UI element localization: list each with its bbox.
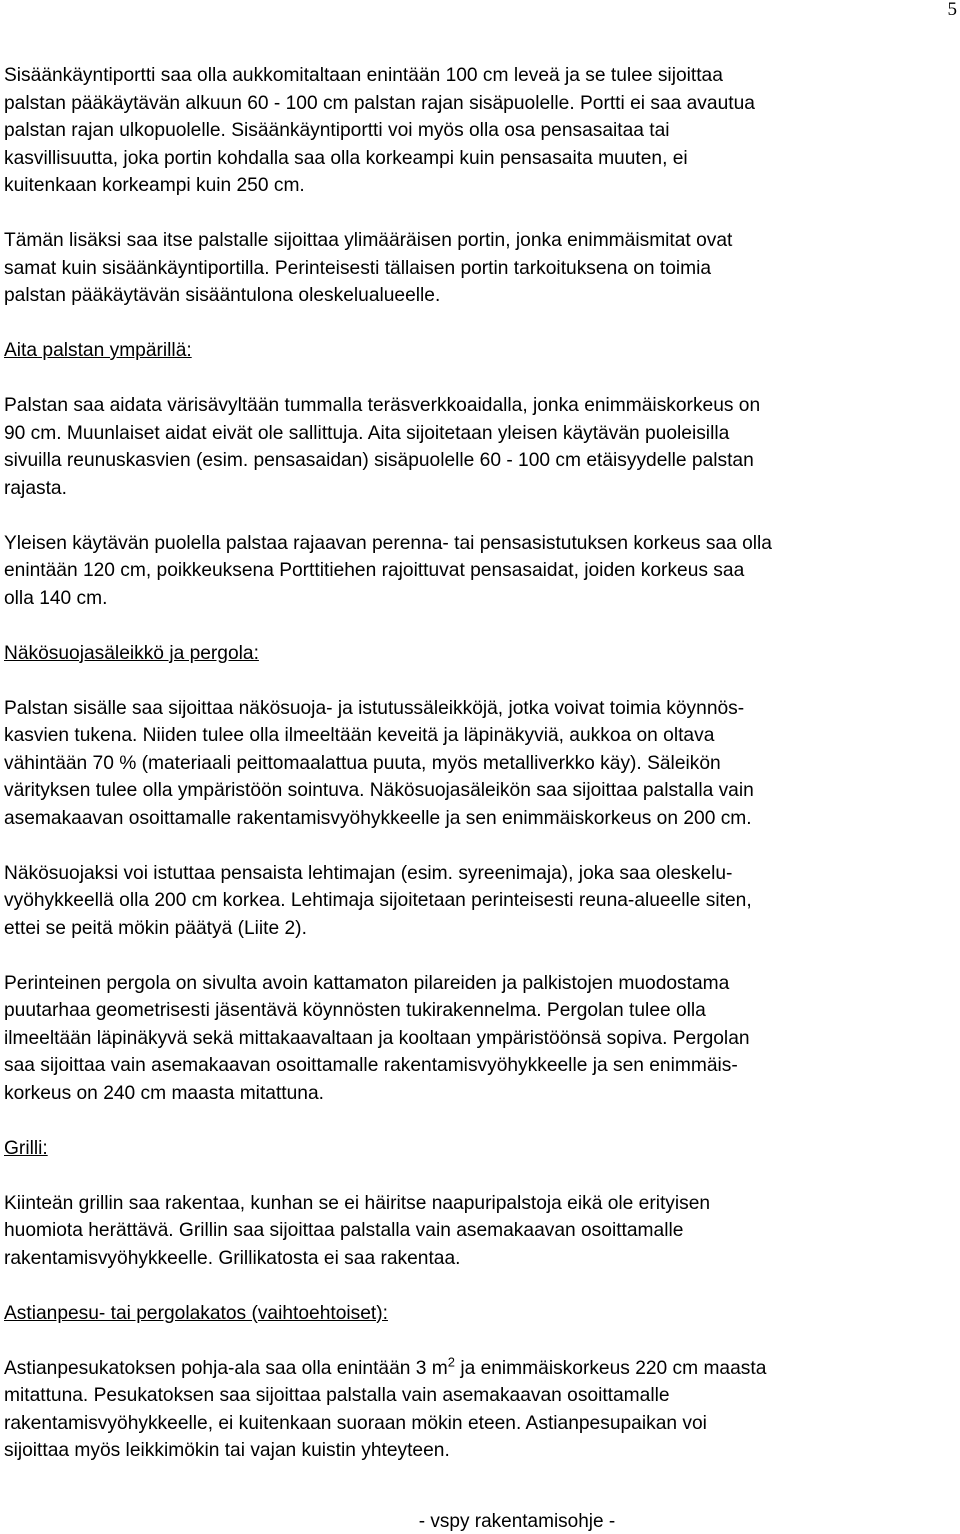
text-line: korkeus on 240 cm maasta mitattuna. [4,1082,324,1104]
text-line: asemakaavan osoittamalle rakentamisvyöhykkeelle ja sen enimmäiskorkeus on 200 cm. [4,807,752,829]
text-line: kuitenkaan korkeampi kuin 250 cm. [4,175,305,196]
text-line: Yleisen käytävän puolella palstaa rajaavan perenna- tai pensasistutuksen korkeus saa olla [4,532,772,554]
text-line: samat kuin sisäänkäyntiportilla. Perinteisesti tällaisen portin tarkoituksena on toimia [4,257,712,279]
text-line: huomiota herättävä. Grillin saa sijoittaa palstalla vain asemakaavan osoittamalle [4,1220,684,1241]
text-line: Astianpesukatoksen pohja-ala saa olla enintään 3 m [4,1357,448,1379]
heading-grill: Grilli: [4,1137,48,1159]
text-line: Sisäänkäyntiportti saa olla aukkomitaltaan enintään 100 cm leveä ja se tulee sijoittaa [4,65,723,86]
text-line: sijoittaa myös leikkimökin tai vajan kuistin yhteyteen. [4,1440,450,1461]
page-footer: - vspy rakentamisohje - [418,1511,616,1532]
text-line: Näkösuojaksi voi istuttaa pensaista lehtimajan (esim. syreenimaja), joka saa oleskelu- [4,862,733,884]
text-line: ilmeeltään läpinäkyvä sekä mittakaavaltaan ja kooltaan ympäristöönsä sopiva. Pergolan [4,1027,750,1049]
text-line: sivuilla reunuskasvien (esim. pensasaidan) sisäpuolelle 60 - 100 cm etäisyydelle palstan [4,450,754,471]
text-line: rajasta. [4,477,67,499]
paragraph-pergola [4,970,954,1108]
text-line: palstan rajan ulkopuolelle. Sisäänkäyntiportti voi myös olla osa pensasaitaa tai [4,120,670,141]
text-line: kasvien tukena. Niiden tulee olla ilmeeltään keveitä ja läpinäkyviä, aukkoa on oltava [4,725,715,746]
text-line: rakentamisvyöhykkeelle, ei kuitenkaan suoraan mökin eteen. Astianpesupaikan voi [4,1412,707,1434]
heading-trellis-pergola: Näkösuojasäleikkö ja pergola: [4,642,259,664]
paragraph-shelter [4,1355,954,1465]
text-line: puutarhaa geometrisesti jäsentävä köynnösten tukirakennelma. Pergolan tulee olla [4,1000,706,1021]
paragraph-extra-gate [4,227,954,310]
text-line: saa sijoittaa vain asemakaavan osoittamalle rakentamisvyöhykkeelle ja sen enimmäis- [4,1055,738,1076]
text-line: kasvillisuutta, joka portin kohdalla saa olla korkeampi kuin pensasaita muuten, ei [4,147,688,169]
heading-shelter: Astianpesu- tai pergolakatos (vaihtoehtoiset): [4,1302,388,1324]
text-line: 90 cm. Muunlaiset aidat eivät ole sallittuja. Aita sijoitetaan yleisen käytävän puoleisilla [4,422,730,444]
text-line: Perinteinen pergola on sivulta avoin kattamaton pilareiden ja palkistojen muodostama [4,972,730,994]
text-line: enintään 120 cm, poikkeuksena Porttitiehen rajoittuvat pensasaidat, joiden korkeus saa [4,560,745,581]
text-line: rakentamisvyöhykkeelle. Grillikatosta ei saa rakentaa. [4,1247,461,1269]
paragraph-grill [4,1190,954,1273]
text-line: Tämän lisäksi saa itse palstalle sijoittaa ylimääräisen portin, jonka enimmäismitat ovat [4,230,733,251]
superscript-2: 2 [447,1354,455,1370]
text-line: palstan pääkäytävän sisääntulona oleskelualueelle. [4,285,441,306]
paragraph-entrance-gate [4,62,954,200]
text-line: vähintään 70 % (materiaali peittomaalattua puuta, myös metalliverkko käy). Säleikön [4,752,721,774]
text-line: Kiinteän grillin saa rakentaa, kunhan se ei häiritse naapuripalstoja eikä ole erityisen [4,1192,711,1214]
text-line: mitattuna. Pesukatoksen saa sijoittaa palstalla vain asemakaavan osoittamalle [4,1385,670,1406]
paragraph-trellis [4,695,954,833]
text-line: palstan pääkäytävän alkuun 60 - 100 cm palstan rajan sisäpuolelle. Portti ei saa avautua [4,92,755,114]
paragraph-fence [4,392,954,502]
paragraph-arbor [4,860,954,943]
text-line: olla 140 cm. [4,587,108,609]
text-line: Palstan sisälle saa sijoittaa näkösuoja- ja istutussäleikköjä, jotka voivat toimia köynnös- [4,697,745,719]
page-number: 5 [947,0,957,20]
text-line: ettei se peitä mökin päätyä (Liite 2). [4,917,307,939]
text-line: Palstan saa aidata värisävyltään tummalla teräsverkkoaidalla, jonka enimmäiskorkeus on [4,395,761,416]
text-line: värityksen tulee olla ympäristöön sointuva. Näkösuojasäleikön saa sijoittaa palstalla vain [4,780,754,801]
heading-fence: Aita palstan ympärillä: [4,340,192,361]
text-line: vyöhykkeellä olla 200 cm korkea. Lehtimaja sijoitetaan perinteisesti reuna-alueelle siten, [4,890,752,911]
text-line: ja enimmäiskorkeus 220 cm maasta [454,1357,767,1379]
paragraph-perennial-height [4,530,954,613]
document-body [4,62,954,1465]
